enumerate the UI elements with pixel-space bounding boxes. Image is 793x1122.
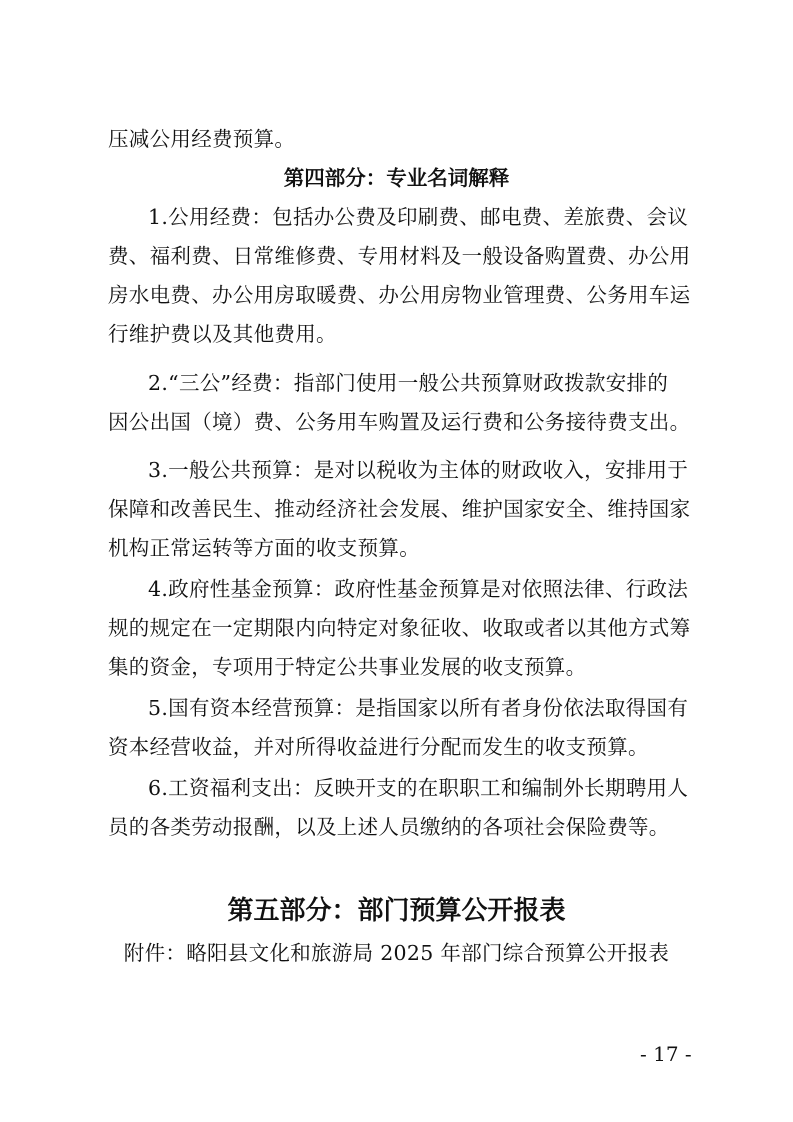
paragraph-line: 资本经营收益，并对所得收益进行分配而发生的收支预算。 bbox=[108, 735, 649, 759]
paragraph-line: 压减公用经费预算。 bbox=[108, 127, 296, 151]
paragraph-line: 2.“三公”经费：指部门使用一般公共预算财政拨款安排的 bbox=[148, 371, 669, 395]
paragraph-line: 3.一般公共预算：是对以税收为主体的财政收入，安排用于 bbox=[148, 458, 689, 482]
paragraph-line: 行维护费以及其他费用。 bbox=[108, 322, 337, 346]
paragraph-line: 因公出国（境）费、公务用车购置及运行费和公务接待费支出。 bbox=[108, 410, 691, 434]
paragraph-line: 保障和改善民生、推动经济社会发展、维护国家安全、维持国家 bbox=[108, 497, 691, 521]
paragraph-line: 5.国有资本经营预算：是指国家以所有者身份依法取得国有 bbox=[148, 696, 689, 720]
section-heading-part5: 第五部分：部门预算公开报表 bbox=[227, 896, 566, 926]
paragraph-line: 房水电费、办公用房取暖费、办公用房物业管理费、公务用车运 bbox=[108, 283, 691, 307]
paragraph-line: 6.工资福利支出：反映开支的在职职工和编制外长期聘用人 bbox=[148, 776, 689, 800]
paragraph-line: 机构正常运转等方面的收支预算。 bbox=[108, 536, 420, 560]
paragraph-line: 规的规定在一定期限内向特定对象征收、收取或者以其他方式筹 bbox=[108, 616, 691, 640]
paragraph-line: 4.政府性基金预算：政府性基金预算是对依照法律、行政法 bbox=[148, 577, 689, 601]
paragraph-line: 集的资金，专项用于特定公共事业发展的收支预算。 bbox=[108, 655, 587, 679]
page-number: - 17 - bbox=[640, 1042, 692, 1066]
paragraph-line: 员的各类劳动报酬，以及上述人员缴纳的各项社会保险费等。 bbox=[108, 815, 670, 839]
section-heading-part4: 第四部分：专业名词解释 bbox=[283, 166, 510, 190]
paragraph-line: 1.公用经费：包括办公费及印刷费、邮电费、差旅费、会议 bbox=[148, 205, 689, 229]
paragraph-line: 费、福利费、日常维修费、专用材料及一般设备购置费、办公用 bbox=[108, 244, 691, 268]
attachment-line: 附件：略阳县文化和旅游局 2025 年部门综合预算公开报表 bbox=[123, 941, 670, 965]
